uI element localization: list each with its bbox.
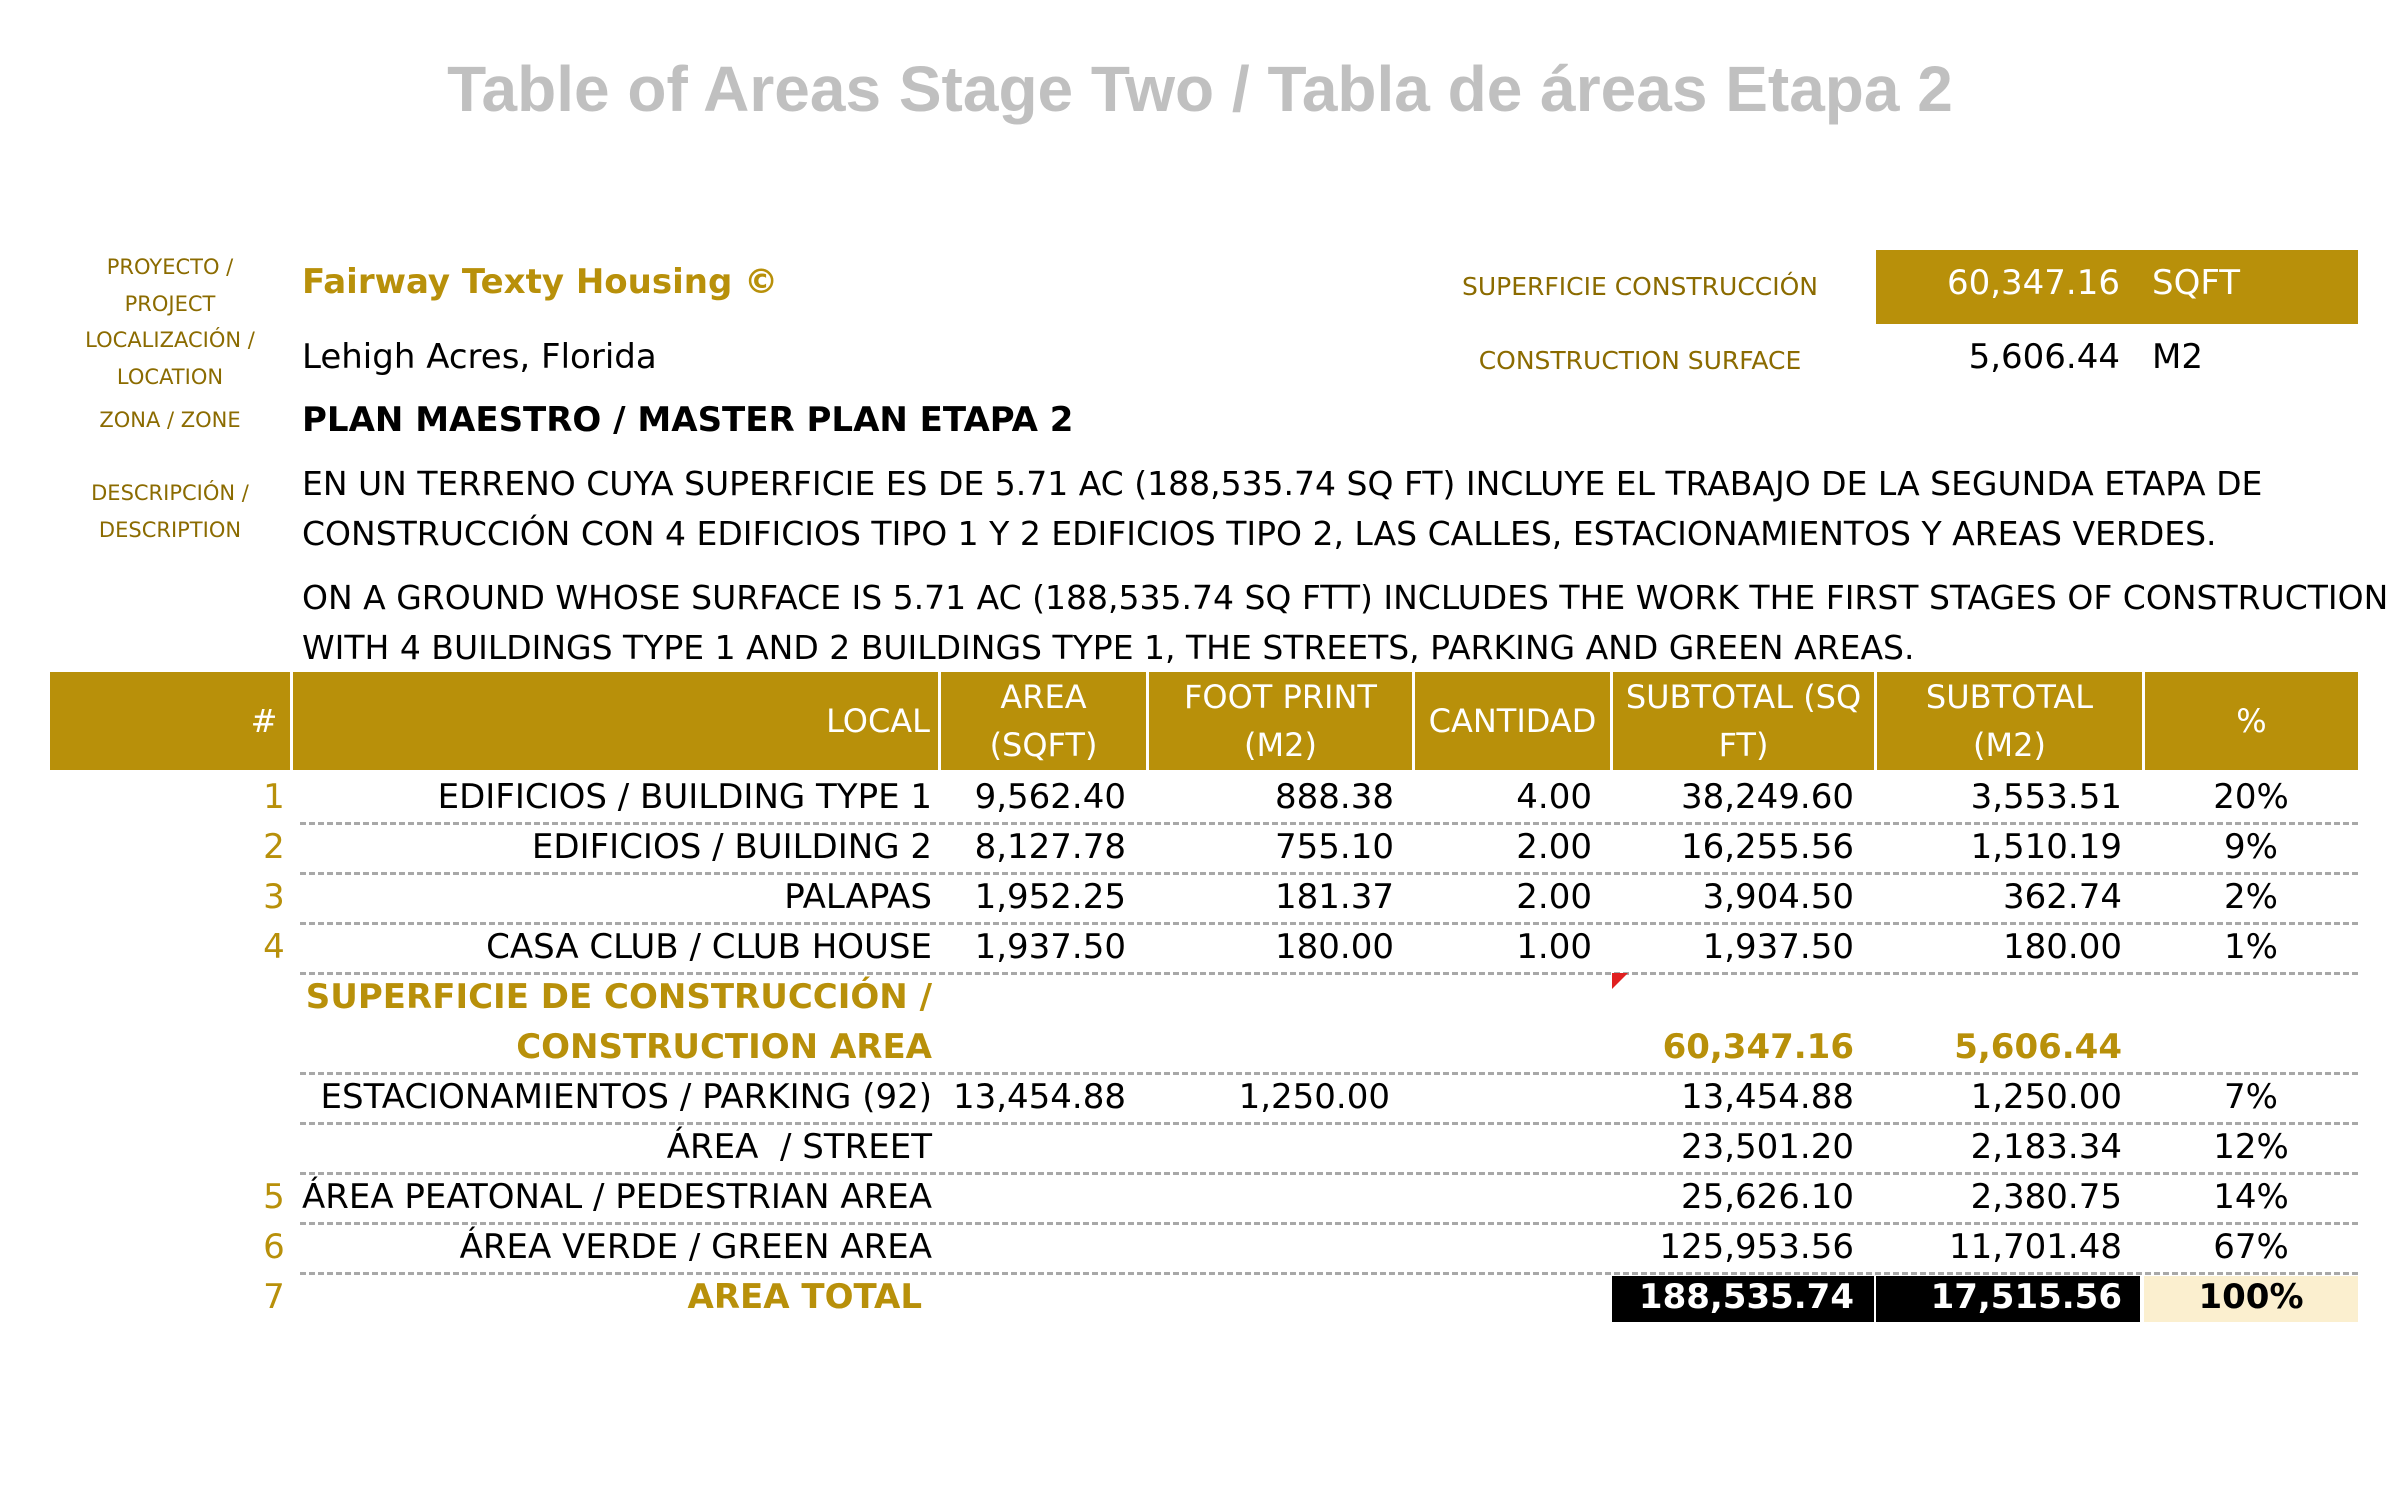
header-cantidad: CANTIDAD — [1428, 702, 1597, 740]
row-local: EDIFICIOS / BUILDING TYPE 1 — [437, 777, 932, 817]
row-subtotal-sqft: 1,937.50 — [1702, 927, 1854, 967]
row-num: 5 — [263, 1177, 285, 1217]
location-label: LOCALIZACIÓN / LOCATION — [85, 328, 255, 389]
row-pct: 12% — [2213, 1127, 2289, 1167]
surface-label-en: CONSTRUCTION SURFACE — [1478, 346, 1802, 375]
header-local: LOCAL — [826, 702, 930, 740]
row-local: PALAPAS — [784, 877, 932, 917]
row-num: 2 — [263, 827, 285, 867]
row-local: ÁREA / STREET — [666, 1127, 932, 1167]
row-local: ÁREA PEATONAL / PEDESTRIAN AREA — [301, 1177, 932, 1217]
row-cantidad: 1.00 — [1516, 927, 1592, 967]
row-pct: 14% — [2213, 1177, 2289, 1217]
row-pct: 67% — [2213, 1227, 2289, 1267]
construction-area-label-2: CONSTRUCTION AREA — [516, 1027, 932, 1067]
header-divider — [290, 672, 293, 770]
total-label: AREA TOTAL — [687, 1277, 922, 1317]
surface-sqft-value: 60,347.16 — [1946, 263, 2120, 303]
row-subtotal-sqft: 16,255.56 — [1680, 827, 1854, 867]
project-zone: PLAN MAESTRO / MASTER PLAN ETAPA 2 — [302, 400, 1074, 440]
total-subtotal-m2: 17,515.56 — [1930, 1277, 2122, 1317]
row-area: 8,127.78 — [974, 827, 1126, 867]
row-footprint: 181.37 — [1275, 877, 1394, 917]
row-pct: 9% — [2224, 827, 2278, 867]
header-area: AREA (SQFT) — [989, 678, 1098, 764]
construction-area-subtotal-sqft: 60,347.16 — [1662, 1027, 1854, 1067]
total-num: 7 — [263, 1277, 285, 1317]
row-subtotal-sqft: 3,904.50 — [1702, 877, 1854, 917]
row-subtotal-m2: 2,183.34 — [1970, 1127, 2122, 1167]
row-footprint: 888.38 — [1275, 777, 1394, 817]
row-subtotal-m2: 1,510.19 — [1970, 827, 2122, 867]
total-pct: 100% — [2198, 1277, 2304, 1317]
row-pct: 7% — [2224, 1077, 2278, 1117]
row-subtotal-m2: 2,380.75 — [1970, 1177, 2122, 1217]
header-pct: % — [2236, 702, 2267, 740]
row-subtotal-sqft: 38,249.60 — [1680, 777, 1854, 817]
zone-label: ZONA / ZONE — [99, 408, 241, 432]
row-cantidad: 2.00 — [1516, 827, 1592, 867]
surface-label-es: SUPERFICIE CONSTRUCCIÓN — [1461, 272, 1819, 301]
surface-m2-value: 5,606.44 — [1968, 337, 2120, 377]
description-label: DESCRIPCIÓN / DESCRIPTION — [91, 481, 249, 542]
row-subtotal-m2: 11,701.48 — [1948, 1227, 2122, 1267]
row-num: 4 — [263, 927, 285, 967]
header-subtotal-m2: SUBTOTAL (M2) — [1925, 678, 2094, 764]
construction-area-subtotal-m2: 5,606.44 — [1954, 1027, 2122, 1067]
row-subtotal-sqft: 125,953.56 — [1659, 1227, 1854, 1267]
row-subtotal-m2: 3,553.51 — [1970, 777, 2122, 817]
row-num: 3 — [263, 877, 285, 917]
row-pct: 1% — [2224, 927, 2278, 967]
row-local: ÁREA VERDE / GREEN AREA — [459, 1227, 932, 1267]
row-subtotal-sqft: 25,626.10 — [1680, 1177, 1854, 1217]
description-es: EN UN TERRENO CUYA SUPERFICIE ES DE 5.71 AC (188,535.74 SQ FT) INCLUYE EL TRABAJO DE LA SEGUNDA ETAPA DE CONSTRUCCIÓN CON 4 EDIFICIOS TIPO 1 Y 2 EDIFICIOS TIPO 2, LAS CALLES, ESTACIONAMIENTOS Y AREAS VERDES. — [302, 464, 2263, 553]
comment-indicator — [1612, 973, 1628, 989]
row-subtotal-m2: 362.74 — [2003, 877, 2122, 917]
row-subtotal-sqft: 13,454.88 — [1680, 1077, 1854, 1117]
row-pct: 20% — [2213, 777, 2289, 817]
row-area: 1,937.50 — [974, 927, 1126, 967]
construction-area-label-1: SUPERFICIE DE CONSTRUCCIÓN / — [305, 977, 932, 1017]
row-local: EDIFICIOS / BUILDING 2 — [531, 827, 932, 867]
page-title: Table of Areas Stage Two / Tabla de áreas Etapa 2 — [447, 53, 1953, 125]
header-footprint: FOOT PRINT (M2) — [1184, 678, 1377, 764]
row-footprint: 755.10 — [1275, 827, 1394, 867]
project-name: Fairway Texty Housing © — [302, 262, 779, 302]
row-num: 1 — [263, 777, 285, 817]
project-label: PROYECTO / PROJECT — [106, 255, 234, 316]
row-area: 9,562.40 — [974, 777, 1126, 817]
row-pct: 2% — [2224, 877, 2278, 917]
row-subtotal-m2: 1,250.00 — [1970, 1077, 2122, 1117]
header-subtotal-sqft: SUBTOTAL (SQ FT) — [1625, 678, 1862, 764]
row-local: CASA CLUB / CLUB HOUSE — [486, 927, 932, 967]
row-cantidad: 4.00 — [1516, 777, 1592, 817]
description-en: ON A GROUND WHOSE SURFACE IS 5.71 AC (188,535.74 SQ FTT) INCLUDES THE WORK THE FIRST STAGES OF CONSTRUCTION WITH 4 BUILDINGS TYPE 1 AND 2 BUILDINGS TYPE 1, THE STREETS, PARKING AND GREEN AREAS. — [302, 578, 2389, 667]
row-area: 13,454.88 — [952, 1077, 1126, 1117]
row-cantidad: 2.00 — [1516, 877, 1592, 917]
surface-sqft-unit: SQFT — [2152, 263, 2241, 303]
project-location: Lehigh Acres, Florida — [302, 337, 657, 377]
row-num: 6 — [263, 1227, 285, 1267]
row-footprint: 180.00 — [1275, 927, 1394, 967]
row-area: 1,952.25 — [974, 877, 1126, 917]
surface-m2-unit: M2 — [2152, 337, 2203, 377]
header-num: # — [250, 702, 278, 740]
row-local: ESTACIONAMIENTOS / PARKING (92) — [320, 1077, 932, 1117]
row-subtotal-m2: 180.00 — [2003, 927, 2122, 967]
total-subtotal-sqft: 188,535.74 — [1638, 1277, 1854, 1317]
row-footprint: 1,250.00 — [1238, 1077, 1390, 1117]
row-subtotal-sqft: 23,501.20 — [1680, 1127, 1854, 1167]
